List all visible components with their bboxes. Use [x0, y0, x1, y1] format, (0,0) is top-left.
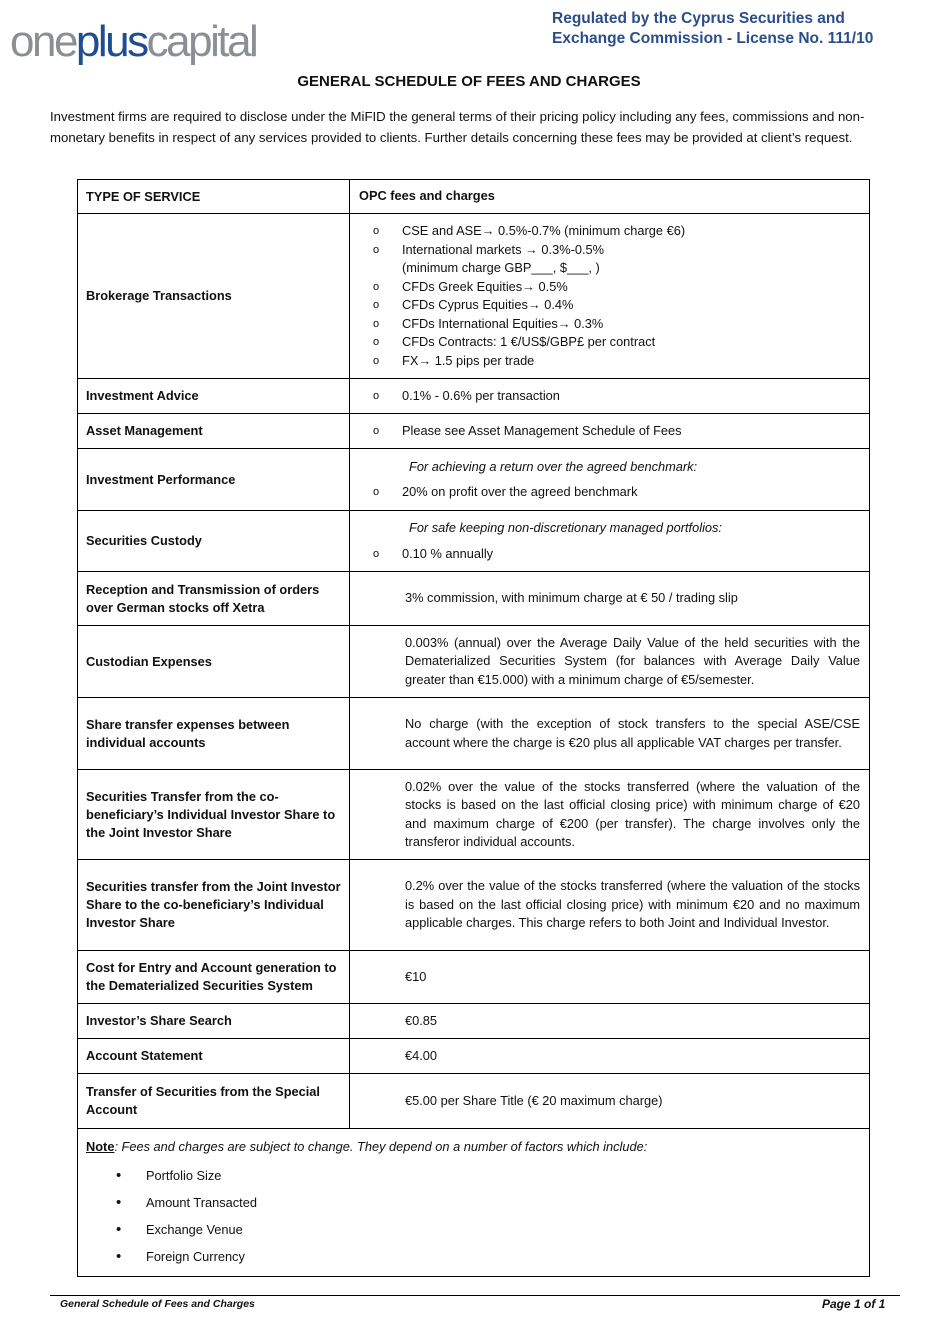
service-charges: 0.02% over the value of the stocks transferred (where the valuation of the stocks is based on the last official closing price) with minimum charge of €20 and maximum charge of €200 (per transfer). The charge involves only the transferor individual accounts.: [350, 770, 870, 860]
table-row: [78, 770, 870, 860]
charge-list: [359, 422, 860, 441]
table-row: [78, 572, 870, 626]
footer-document-name: General Schedule of Fees and Charges: [60, 1298, 255, 1310]
column-header-charges: OPC fees and charges: [350, 180, 870, 214]
note-cell: [78, 1129, 870, 1277]
service-name: Asset Management: [78, 414, 350, 449]
table-row: [78, 626, 870, 698]
regulation-notice: [552, 9, 932, 49]
service-name: Cost for Entry and Account generation to the Dematerialized Securities System: [78, 951, 350, 1004]
charge-intro: For safe keeping non-discretionary managed portfolios:: [409, 520, 722, 535]
service-charges: €10: [350, 951, 870, 1004]
service-charges: [350, 379, 870, 414]
company-logo: [10, 14, 256, 70]
note-row: [78, 1129, 870, 1277]
list-item: • Exchange Venue: [86, 1216, 861, 1243]
logo-one: one: [10, 17, 76, 66]
service-name: Share transfer expenses between individual accounts: [78, 698, 350, 770]
logo-plus: plus: [75, 17, 147, 66]
list-item: o FX→ 1.5 pips per trade: [359, 352, 860, 371]
charge-list: [359, 545, 860, 564]
table-row: [78, 1074, 870, 1129]
list-item: • Amount Transacted: [86, 1189, 861, 1216]
service-name: Transfer of Securities from the Special Account: [78, 1074, 350, 1129]
intro-paragraph: Investment firms are required to disclose under the MiFID the general terms of their pricing policy including any fees, commissions and non-monetary benefits in respect of any services provided to clients. Further details concerning these fees may be provided at client’s request.: [50, 109, 865, 145]
service-name: Investment Performance: [78, 449, 350, 511]
list-item: o CSE and ASE→ 0.5%-0.7% (minimum charge €6): [359, 222, 860, 241]
service-name: Reception and Transmission of orders over German stocks off Xetra: [78, 572, 350, 626]
table-row: [78, 449, 870, 511]
note-body: : Fees and charges are subject to change. They depend on a number of factors which include:: [114, 1139, 648, 1154]
list-item: • Foreign Currency: [86, 1243, 861, 1270]
document-title: GENERAL SCHEDULE OF FEES AND CHARGES: [297, 73, 641, 90]
list-item: o Please see Asset Management Schedule of Fees: [359, 422, 860, 441]
regulation-line-2: Exchange Commission - License No. 111/10: [552, 30, 874, 47]
list-item: o CFDs Cyprus Equities→ 0.4%: [359, 296, 860, 315]
table-row: [78, 511, 870, 572]
charge-list: [359, 483, 860, 502]
table-row: [78, 860, 870, 951]
list-item: o CFDs Greek Equities→ 0.5%: [359, 278, 860, 297]
table-row: [78, 1004, 870, 1039]
list-item: o CFDs International Equities→ 0.3%: [359, 315, 860, 334]
service-name: Securities Transfer from the co-beneficiary’s Individual Investor Share to the Joint Investor Share: [78, 770, 350, 860]
list-item: o 0.1% - 0.6% per transaction: [359, 387, 860, 406]
table-row: [78, 214, 870, 379]
service-charges: 0.2% over the value of the stocks transferred (where the valuation of the stocks is based on the last official closing price) with minimum €20 and no maximum applicable charges. This charge refers to both Joint and Individual Investor.: [350, 860, 870, 951]
column-header-service: TYPE OF SERVICE: [78, 180, 350, 214]
brokerage-list: [359, 222, 860, 370]
note-factors-list: [86, 1162, 861, 1270]
service-charges: [350, 511, 870, 572]
table-row: [78, 414, 870, 449]
service-name: Account Statement: [78, 1039, 350, 1074]
list-item: o 0.10 % annually: [359, 545, 860, 564]
service-charges: €5.00 per Share Title (€ 20 maximum charge): [350, 1074, 870, 1129]
list-item: • Portfolio Size: [86, 1162, 861, 1189]
list-item: o CFDs Contracts: 1 €/US$/GBP£ per contract: [359, 333, 860, 352]
fees-table: [77, 179, 870, 1277]
table-header-row: [78, 180, 870, 214]
service-name: Custodian Expenses: [78, 626, 350, 698]
service-name: Securities transfer from the Joint Investor Share to the co-beneficiary’s Individual Investor Share: [78, 860, 350, 951]
service-charges: 3% commission, with minimum charge at € 50 / trading slip: [350, 572, 870, 626]
service-charges: [350, 414, 870, 449]
international-minimum-note: (minimum charge GBP___, $___, ): [402, 260, 600, 275]
charge-intro: For achieving a return over the agreed benchmark:: [409, 458, 698, 474]
service-charges: €0.85: [350, 1004, 870, 1039]
list-item-text: International markets → 0.3%-0.5%: [402, 241, 605, 257]
list-item: [359, 241, 860, 278]
service-charges: No charge (with the exception of stock transfers to the special ASE/CSE account where the charge is €20 plus all applicable VAT charges per transfer.: [350, 698, 870, 770]
service-name: Securities Custody: [78, 511, 350, 572]
table-row: [78, 379, 870, 414]
service-charges: [350, 449, 870, 511]
service-charges: [350, 214, 870, 379]
footer-divider: [50, 1295, 900, 1296]
table-row: [78, 1039, 870, 1074]
service-name: Investor’s Share Search: [78, 1004, 350, 1039]
note-label: Note: [86, 1139, 115, 1154]
footer-page-number: Page 1 of 1: [822, 1297, 886, 1311]
service-name: Brokerage Transactions: [78, 214, 350, 379]
logo-capital: capital: [146, 17, 257, 66]
service-charges: €4.00: [350, 1039, 870, 1074]
note-text: [86, 1137, 861, 1156]
charge-list: [359, 387, 860, 406]
service-name: Investment Advice: [78, 379, 350, 414]
table-row: [78, 698, 870, 770]
regulation-line-1: Regulated by the Cyprus Securities and: [552, 10, 845, 27]
table-row: [78, 951, 870, 1004]
list-item: o 20% on profit over the agreed benchmark: [359, 483, 860, 502]
service-charges: 0.003% (annual) over the Average Daily Value of the held securities with the Dematerialized Securities System (for balances with Average Daily Value greater than €15.000) with a minimum charge of €5/semester.: [350, 626, 870, 698]
